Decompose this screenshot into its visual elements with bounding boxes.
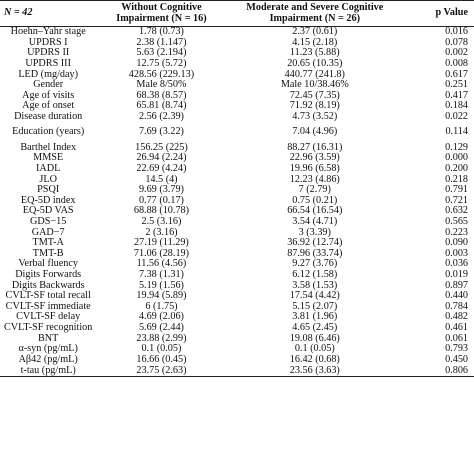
without-impairment-value: Male 8/50% xyxy=(136,79,187,91)
row-label: EQ-5D index xyxy=(20,194,76,206)
p-value: 0.450 xyxy=(445,353,468,365)
without-impairment-value: 5.19 (1.56) xyxy=(138,279,184,291)
without-impairment-value: 0.77 (0.17) xyxy=(138,194,184,206)
table-row xyxy=(0,217,474,228)
p-value: 0.223 xyxy=(445,226,468,238)
without-impairment-value: 0.1 (0.05) xyxy=(141,343,182,355)
without-impairment-value: 6 (1.75) xyxy=(145,300,178,312)
p-value: 0.721 xyxy=(445,194,468,206)
p-value: 0.784 xyxy=(445,300,468,312)
row-label: GDS−15 xyxy=(30,215,67,227)
row-label: Age of visits xyxy=(22,89,75,101)
row-label: TMT-A xyxy=(32,237,64,249)
header-moderate-severe-line1: Moderate and Severe Cognitive xyxy=(246,2,384,13)
table-row xyxy=(0,27,474,38)
header-without-impairment xyxy=(96,1,226,27)
row-label: TMT-B xyxy=(32,247,64,259)
without-impairment-value: 7.69 (3.22) xyxy=(138,126,184,138)
without-impairment-value: 2.5 (3.16) xyxy=(141,215,182,227)
row-label: Disease duration xyxy=(14,111,83,123)
impairment-value: 7 (2.79) xyxy=(298,184,331,196)
row-label: Education (years) xyxy=(12,126,85,138)
without-impairment-value: 23.88 (2.99) xyxy=(136,332,187,344)
impairment-value: 88.27 (16.31) xyxy=(287,141,343,153)
header-without-impairment-line2: Impairment (N = 16) xyxy=(116,12,207,24)
p-value: 0.565 xyxy=(445,215,468,227)
impairment-value: 87.96 (33.74) xyxy=(287,247,343,259)
without-impairment-value: 68.88 (10.78) xyxy=(133,205,190,217)
row-label: JLO xyxy=(39,173,57,185)
without-impairment-value: 9.69 (3.79) xyxy=(138,184,184,196)
impairment-value: 4.15 (2.18) xyxy=(292,36,338,48)
row-label: CVLT-SF immediate xyxy=(5,300,91,312)
row-label: Gender xyxy=(33,79,64,91)
impairment-value: 440.77 (241.8) xyxy=(284,68,345,80)
impairment-value: 20.65 (10.35) xyxy=(287,58,343,70)
row-label: CVLT-SF recognition xyxy=(3,322,93,334)
row-label: UPDRS III xyxy=(25,58,71,70)
table-row xyxy=(0,228,474,239)
table-header-row xyxy=(0,1,474,27)
impairment-value: 7.04 (4.96) xyxy=(292,126,338,138)
row-label: PSQI xyxy=(37,184,60,196)
without-impairment-value: 4.69 (2.06) xyxy=(138,311,184,323)
p-value: 0.806 xyxy=(403,366,474,377)
p-value: 0.200 xyxy=(445,162,468,174)
p-value: 0.218 xyxy=(445,173,468,185)
impairment-value: 19.08 (6.46) xyxy=(289,332,340,344)
row-label: IADL xyxy=(36,162,61,174)
table-row xyxy=(0,153,474,164)
header-moderate-severe-line2: Impairment (N = 26) xyxy=(269,12,360,24)
impairment-value: 66.54 (16.54) xyxy=(287,205,343,217)
p-value: 0.016 xyxy=(445,26,468,38)
table-row xyxy=(0,38,474,49)
p-value: 0.793 xyxy=(445,343,468,355)
row-label: Digits Backwards xyxy=(11,279,85,291)
p-value: 0.061 xyxy=(445,332,468,344)
without-impairment-value: 11.56 (4.56) xyxy=(136,258,187,270)
table-row xyxy=(0,164,474,175)
p-value: 0.251 xyxy=(445,79,468,91)
p-value: 0.019 xyxy=(445,269,468,281)
table-row xyxy=(0,206,474,217)
impairment-value: 4.65 (2.45) xyxy=(292,322,338,334)
without-impairment-value: 2 (3.16) xyxy=(145,226,178,238)
row-label: CVLT-SF delay xyxy=(16,311,81,323)
row-label: EQ-5D VAS xyxy=(22,205,74,217)
p-value: 0.008 xyxy=(445,58,468,70)
row-label: Verbal fluency xyxy=(18,258,79,270)
row-label: Aβ42 (pg/mL) xyxy=(18,353,78,365)
table-row xyxy=(0,123,474,143)
without-impairment-value: 22.69 (4.24) xyxy=(136,162,187,174)
p-value: 0.184 xyxy=(445,100,468,112)
p-value: 0.003 xyxy=(445,247,468,259)
impairment-value: 6.12 (1.58) xyxy=(292,269,338,281)
p-value: 0.078 xyxy=(445,36,468,48)
impairment-value: 22.96 (3.59) xyxy=(289,152,340,164)
p-value: 0.897 xyxy=(445,279,468,291)
table-row xyxy=(0,143,474,154)
p-value: 0.791 xyxy=(445,184,468,196)
impairment-value: 0.1 (0.05) xyxy=(294,343,335,355)
impairment-value: 3.81 (1.96) xyxy=(292,311,338,323)
table-row xyxy=(0,366,474,377)
without-impairment-value: 14.5 (4) xyxy=(145,173,178,185)
without-impairment-value: 12.75 (5.72) xyxy=(136,58,187,70)
p-value: 0.090 xyxy=(445,237,468,249)
table-body xyxy=(0,27,474,377)
row-label: UPDRS I xyxy=(28,36,68,48)
impairment-value: 11.23 (5.88) xyxy=(289,47,340,59)
row-label: CVLT-SF total recall xyxy=(5,290,91,302)
impairment-value: 23.56 (3.63) xyxy=(227,366,404,377)
table-row xyxy=(0,48,474,59)
without-impairment-value: 5.63 (2.194) xyxy=(136,47,187,59)
impairment-value: 2.37 (0.61) xyxy=(292,26,338,38)
without-impairment-value: 16.66 (0.45) xyxy=(136,353,187,365)
row-label: BNT xyxy=(37,332,59,344)
row-label: Barthel Index xyxy=(20,141,77,153)
impairment-value: 17.54 (4.42) xyxy=(289,290,340,302)
impairment-value: Male 10/38.46% xyxy=(280,79,349,91)
table-row xyxy=(0,112,474,123)
table-row xyxy=(0,238,474,249)
p-value: 0.417 xyxy=(445,89,468,101)
p-value: 0.022 xyxy=(445,111,468,123)
row-label: t-tau (pg/mL) xyxy=(0,366,96,377)
header-without-impairment-line1: Without Cognitive xyxy=(121,2,202,13)
p-value: 0.000 xyxy=(445,152,468,164)
impairment-value: 72.45 (7.35) xyxy=(289,89,340,101)
row-label: GAD−7 xyxy=(31,226,65,238)
impairment-value: 71.92 (8.19) xyxy=(289,100,340,112)
table-row xyxy=(0,175,474,186)
without-impairment-value: 156.25 (225) xyxy=(135,141,188,153)
row-label: Hoehn–Yahr stage xyxy=(10,26,86,38)
impairment-value: 9.27 (3.76) xyxy=(292,258,338,270)
p-value: 0.617 xyxy=(445,68,468,80)
p-value: 0.129 xyxy=(445,141,468,153)
p-value: 0.036 xyxy=(445,258,468,270)
row-label: Digits Forwards xyxy=(15,269,82,281)
without-impairment-value: 5.69 (2.44) xyxy=(138,322,184,334)
impairment-value: 4.73 (3.52) xyxy=(292,111,338,123)
without-impairment-value: 2.38 (1.147) xyxy=(136,36,187,48)
impairment-value: 5.15 (2.07) xyxy=(292,300,338,312)
row-label: Age of onset xyxy=(22,100,75,112)
without-impairment-value: 71.06 (28.19) xyxy=(133,247,190,259)
impairment-value: 16.42 (0.68) xyxy=(289,353,340,365)
without-impairment-value: 23.75 (2.63) xyxy=(96,366,226,377)
row-label: α-syn (pg/mL) xyxy=(18,343,78,355)
without-impairment-value: 26.94 (2.24) xyxy=(136,152,187,164)
row-label: UPDRS II xyxy=(27,47,70,59)
impairment-value: 19.96 (6.58) xyxy=(289,162,340,174)
impairment-value: 3.58 (1.53) xyxy=(292,279,338,291)
impairment-value: 3 (3.39) xyxy=(298,226,331,238)
row-label: MMSE xyxy=(33,152,64,164)
without-impairment-value: 1.78 (0.73) xyxy=(138,26,184,38)
header-moderate-severe-impairment xyxy=(227,1,404,27)
p-value: 0.114 xyxy=(445,126,468,138)
table-row xyxy=(0,355,474,366)
without-impairment-value: 2.56 (2.39) xyxy=(138,111,184,123)
row-label: LED (mg/day) xyxy=(18,68,79,80)
without-impairment-value: 65.81 (8.74) xyxy=(136,100,187,112)
header-sample-size: N = 42 xyxy=(0,1,96,27)
impairment-value: 36.92 (12.74) xyxy=(287,237,343,249)
without-impairment-value: 19.94 (5.89) xyxy=(136,290,187,302)
without-impairment-value: 68.38 (8.57) xyxy=(136,89,187,101)
header-p-value: p Value xyxy=(403,1,474,27)
p-value: 0.440 xyxy=(445,290,468,302)
impairment-value: 0.75 (0.21) xyxy=(292,194,338,206)
p-value: 0.002 xyxy=(445,47,468,59)
p-value: 0.482 xyxy=(445,311,468,323)
without-impairment-value: 428.56 (229.13) xyxy=(128,68,195,80)
impairment-value: 12.23 (4.86) xyxy=(289,173,340,185)
without-impairment-value: 27.19 (11.29) xyxy=(134,237,189,249)
impairment-value: 3.54 (4.71) xyxy=(292,215,338,227)
without-impairment-value: 7.38 (1.31) xyxy=(138,269,184,281)
p-value: 0.461 xyxy=(445,322,468,334)
table-row xyxy=(0,323,474,334)
p-value: 0.632 xyxy=(445,205,468,217)
table-row xyxy=(0,70,474,81)
